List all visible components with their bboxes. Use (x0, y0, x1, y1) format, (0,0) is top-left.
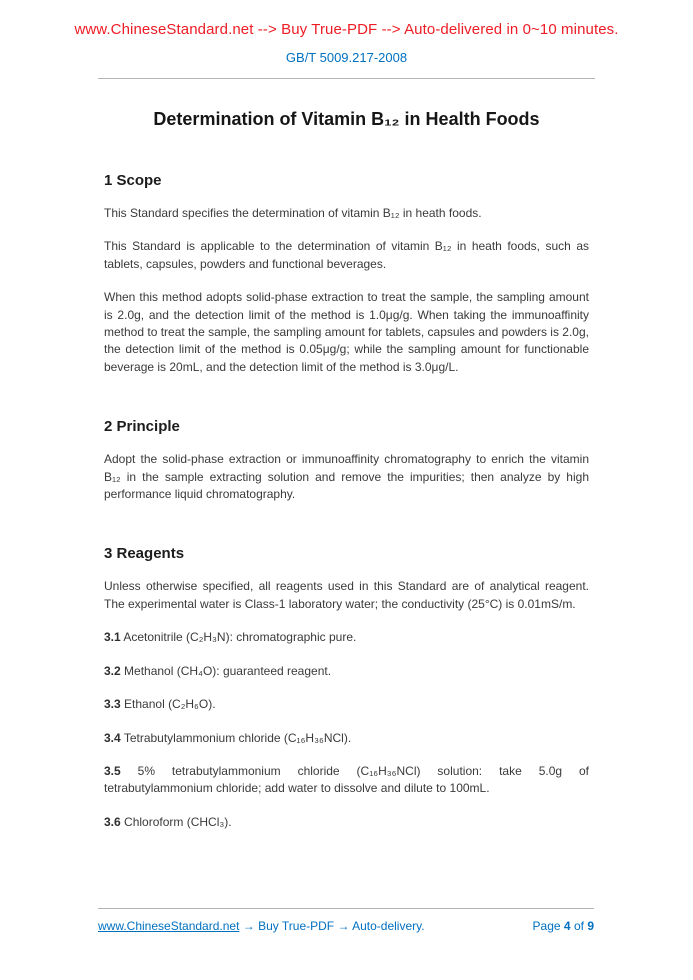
document-title: Determination of Vitamin B₁₂ in Health Foods (153, 109, 540, 129)
reagent-item-text: 5% tetrabutylammonium chloride (C₁₆H₃₆NCl) solution: take 5.0g of tetrabutylammonium chloride; add water to dissolve and dilute to 100mL. (104, 763, 589, 796)
reagent-item-1 (104, 629, 589, 646)
section-heading-scope: 1 Scope (104, 172, 162, 189)
reagent-item-text: Ethanol (C₂H₆O). (124, 697, 216, 712)
page-footer (98, 908, 594, 933)
footer-tagline-text: → Buy True-PDF → Auto-delivery. (239, 919, 425, 933)
reagent-item-number: 3.2 (104, 663, 121, 678)
reagent-item-text: Acetonitrile (C₂H₃N): chromatographic pure. (123, 630, 357, 645)
reagent-item-text: Chloroform (CHCl₃). (124, 814, 232, 829)
footer-tagline (98, 919, 425, 933)
page-total: 9 (587, 919, 594, 933)
document-body (104, 172, 589, 831)
of-label: of (573, 919, 584, 933)
reagent-item-number: 3.4 (104, 730, 121, 745)
page-label: Page (532, 919, 561, 933)
reagent-item-number: 3.3 (104, 697, 121, 712)
reagent-item-number: 3.1 (104, 630, 121, 645)
paragraph-reagents-intro: Unless otherwise specified, all reagents used in this Standard are of analytical reagent. The experimental water is Class-1 laboratory water; the conductivity (25°C) is 0.01mS/m. (104, 579, 589, 611)
section-heading-principle: 2 Principle (104, 418, 180, 436)
paragraph-scope-3: When this method adopts solid-phase extraction to treat the sample, the sampling amount is 2.0g, and the detection limit of the method is 1.0μg/g. When taking the immunoaffinity method to treat the sample, the sampling amount for tablets, capsules and powders is 2.0g, the detection limit of the method is 0.05μg/g; while the sampling amount for functionable beverage is 20mL, and the detection limit of the method is 3.0μg/L. (104, 290, 589, 374)
standard-code: GB/T 5009.217-2008 (285, 50, 408, 65)
page-indicator (533, 919, 594, 933)
promo-banner[interactable]: www.ChineseStandard.net --> Buy True-PDF --> Auto-delivered in 0~10 minutes. (74, 21, 619, 38)
paragraph-scope-1: This Standard specifies the determination of vitamin B₁₂ in heath foods. (104, 206, 482, 220)
reagent-item-3 (104, 696, 589, 713)
paragraph-principle-1: Adopt the solid-phase extraction or immunoaffinity chromatography to enrich the vitamin B₁₂ in the sample extracting solution and remove the impurities; then analyze by high performance liquid chromatography. (104, 452, 589, 502)
reagent-item-text: Tetrabutylammonium chloride (C₁₆H₃₆NCl). (123, 730, 352, 745)
reagent-item-5 (104, 763, 589, 798)
reagent-item-6 (104, 814, 589, 831)
footer-website-link[interactable]: www.ChineseStandard.net (98, 919, 240, 933)
section-heading-reagents: 3 Reagents (104, 545, 185, 563)
reagent-item-4 (104, 730, 589, 747)
reagent-item-number: 3.6 (104, 814, 121, 829)
reagent-item-text: Methanol (CH₄O): guaranteed reagent. (124, 663, 332, 678)
page-current: 4 (563, 919, 571, 933)
paragraph-scope-2: This Standard is applicable to the determination of vitamin B₁₂ in heath foods, such as tablets, capsules, powders and functional beverages. (104, 239, 589, 271)
reagent-item-number: 3.5 (104, 763, 121, 778)
header-divider (98, 78, 595, 79)
reagent-item-2 (104, 663, 589, 680)
